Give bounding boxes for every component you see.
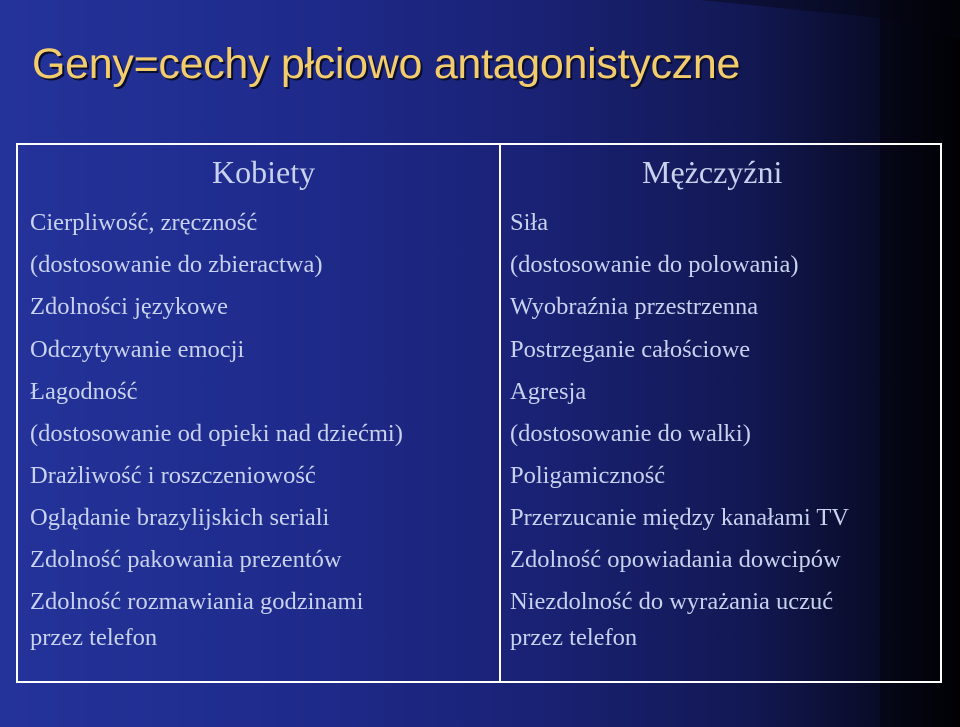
kobiety-line: Cierpliwość, zręczność bbox=[30, 209, 258, 236]
kobiety-line: (dostosowanie do zbieractwa) bbox=[30, 251, 323, 278]
mezczyzni-line: Zdolność opowiadania dowcipów bbox=[510, 546, 841, 573]
mezczyzni-line: Agresja bbox=[510, 378, 587, 405]
kobiety-line: Zdolność pakowania prezentów bbox=[30, 546, 342, 573]
mezczyzni-line: (dostosowanie do polowania) bbox=[510, 251, 799, 278]
kobiety-line: Drażliwość i roszczeniowość bbox=[30, 462, 316, 489]
kobiety-line: (dostosowanie od opieki nad dziećmi) bbox=[30, 420, 403, 447]
kobiety-line: Zdolności językowe bbox=[30, 293, 228, 320]
kobiety-line: Zdolność rozmawiania godzinami bbox=[30, 588, 364, 615]
mezczyzni-line: Siła bbox=[510, 209, 549, 236]
mezczyzni-line: Postrzeganie całościowe bbox=[510, 336, 751, 363]
column-divider bbox=[499, 145, 501, 681]
mezczyzni-line: Przerzucanie między kanałami TV bbox=[510, 504, 849, 531]
mezczyzni-line: Poligamiczność bbox=[510, 462, 666, 489]
slide-title: Geny=cechy płciowo antagonistyczne bbox=[32, 40, 741, 88]
mezczyzni-line: Wyobraźnia przestrzenna bbox=[510, 293, 759, 320]
mezczyzni-line: przez telefon bbox=[510, 624, 638, 651]
mezczyzni-line: Niezdolność do wyrażania uczuć bbox=[510, 588, 834, 615]
kobiety-header: Kobiety bbox=[212, 154, 316, 190]
kobiety-line: Odczytywanie emocji bbox=[30, 336, 245, 363]
kobiety-line: przez telefon bbox=[30, 624, 158, 651]
mezczyzni-header: Mężczyźni bbox=[642, 154, 783, 190]
comparison-table bbox=[16, 143, 942, 683]
kobiety-line: Łagodność bbox=[30, 378, 138, 405]
kobiety-line: Oglądanie brazylijskich seriali bbox=[30, 504, 330, 531]
mezczyzni-line: (dostosowanie do walki) bbox=[510, 420, 751, 447]
